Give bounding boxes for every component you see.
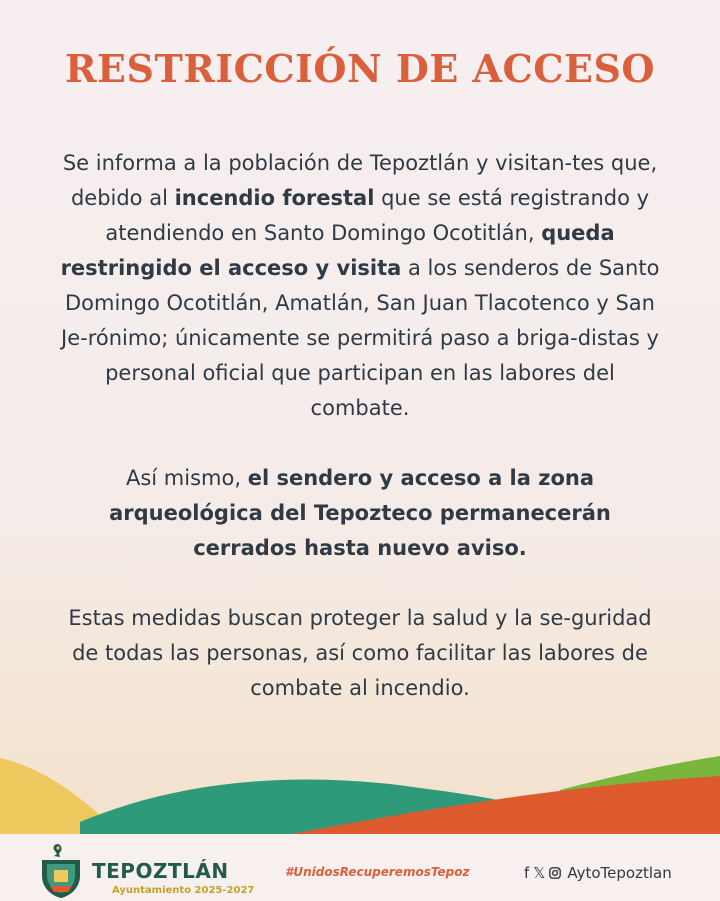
paragraph-measures: Estas medidas buscan proteger la salud y la se-guridad de todas las personas, así como facilitar las labores de combate al incendio. (68, 606, 652, 700)
paragraph-restriction: Se informa a la población de Tepoztlán y visitan-tes que, debido al incendio forestal que se está registrando y atendiendo en Santo Domingo Ocotitlán, queda restringido el acceso y visita a los senderos de Santo Domingo Ocotitlán, Amatlán, San Juan Tlacotenco y San Je-rónimo; únicamente se permitirá paso a briga-distas y personal oficial que participan en las labores del combate. (60, 151, 660, 420)
social-handle[interactable]: AytoTepoztlan (567, 864, 672, 882)
page-title: RESTRICCIÓN DE ACCESO (64, 46, 656, 91)
decorative-waves (0, 740, 720, 836)
brand-name: TEPOZTLÁN (92, 859, 229, 883)
social-links (524, 864, 672, 882)
x-icon[interactable]: 𝕏 (533, 864, 546, 882)
paragraph-tepozteco: Así mismo, el sendero y acceso a la zona arqueológica del Tepozteco permanecerán cerrados hasta nuevo aviso. (109, 466, 611, 560)
brand-subtitle: Ayuntamiento 2025-2027 (112, 885, 255, 896)
coat-of-arms-icon (36, 842, 86, 900)
notice-body (60, 146, 660, 706)
facebook-icon[interactable]: f (524, 864, 530, 882)
footer-bar (0, 834, 720, 901)
instagram-icon[interactable] (549, 867, 561, 879)
campaign-hashtag: #UnidosRecuperemosTepoz (285, 865, 470, 879)
